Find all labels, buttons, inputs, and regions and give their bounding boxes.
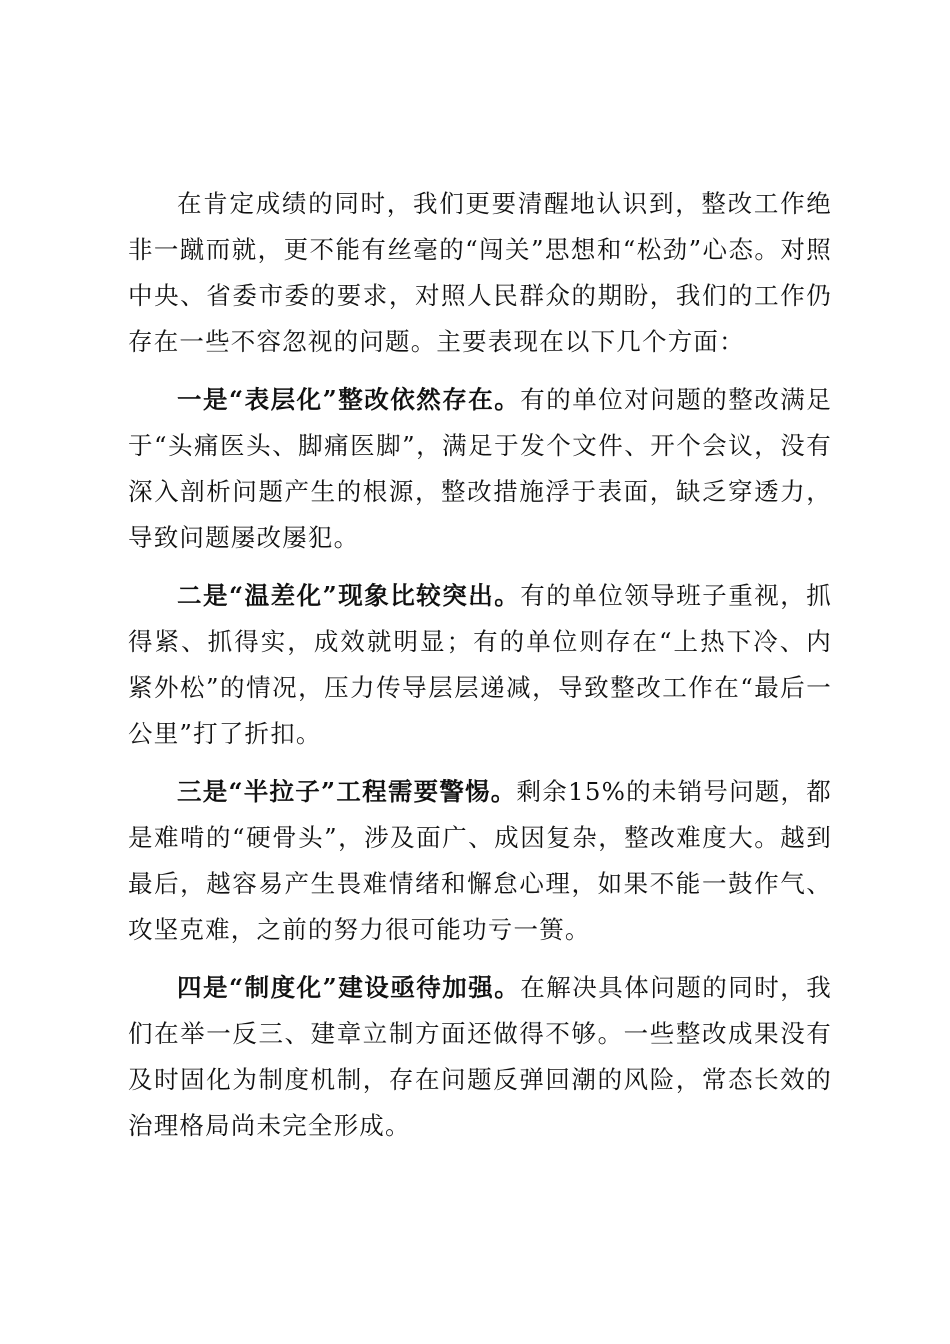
paragraph-point-3 [128, 769, 832, 953]
paragraph-point-4-text: 在解决具体问题的同时，我们在举一反三、建章立制方面还做得不够。一些整改成果没有及时固化为制度机制，存在问题反弹回潮的风险，常态长效的治理格局尚未完全形成。 [128, 973, 832, 1140]
paragraph-point-1 [128, 377, 832, 561]
paragraph-point-2-text: 有的单位领导班子重视，抓得紧、抓得实，成效就明显；有的单位则存在“上热下冷、内紧外松”的情况，压力传导层层递减，导致整改工作在“最后一公里”打了折扣。 [128, 581, 832, 748]
paragraph-point-4 [128, 965, 832, 1149]
paragraph-point-2 [128, 573, 832, 757]
document-body [128, 181, 832, 1161]
paragraph-point-1-lead: 一是“表层化”整改依然存在。 [177, 385, 521, 414]
paragraph-point-2-lead: 二是“温差化”现象比较突出。 [177, 581, 521, 610]
paragraph-point-1-text: 有的单位对问题的整改满足于“头痛医头、脚痛医脚”，满足于发个文件、开个会议，没有深入剖析问题产生的根源，整改措施浮于表面，缺乏穿透力，导致问题屡改屡犯。 [128, 385, 832, 552]
paragraph-point-3-text: 剩余15%的未销号问题，都是难啃的“硬骨头”，涉及面广、成因复杂，整改难度大。越到最后，越容易产生畏难情绪和懈怠心理，如果不能一鼓作气、攻坚克难，之前的努力很可能功亏一篑。 [128, 777, 832, 944]
paragraph-intro [128, 181, 832, 365]
paragraph-intro-text: 在肯定成绩的同时，我们更要清醒地认识到，整改工作绝非一蹴而就，更不能有丝毫的“闯关”思想和“松劲”心态。对照中央、省委市委的要求，对照人民群众的期盼，我们的工作仍存在一些不容忽视的问题。主要表现在以下几个方面： [128, 189, 832, 356]
paragraph-point-4-lead: 四是“制度化”建设亟待加强。 [177, 973, 521, 1002]
paragraph-point-3-lead: 三是“半拉子”工程需要警惕。 [177, 777, 517, 806]
